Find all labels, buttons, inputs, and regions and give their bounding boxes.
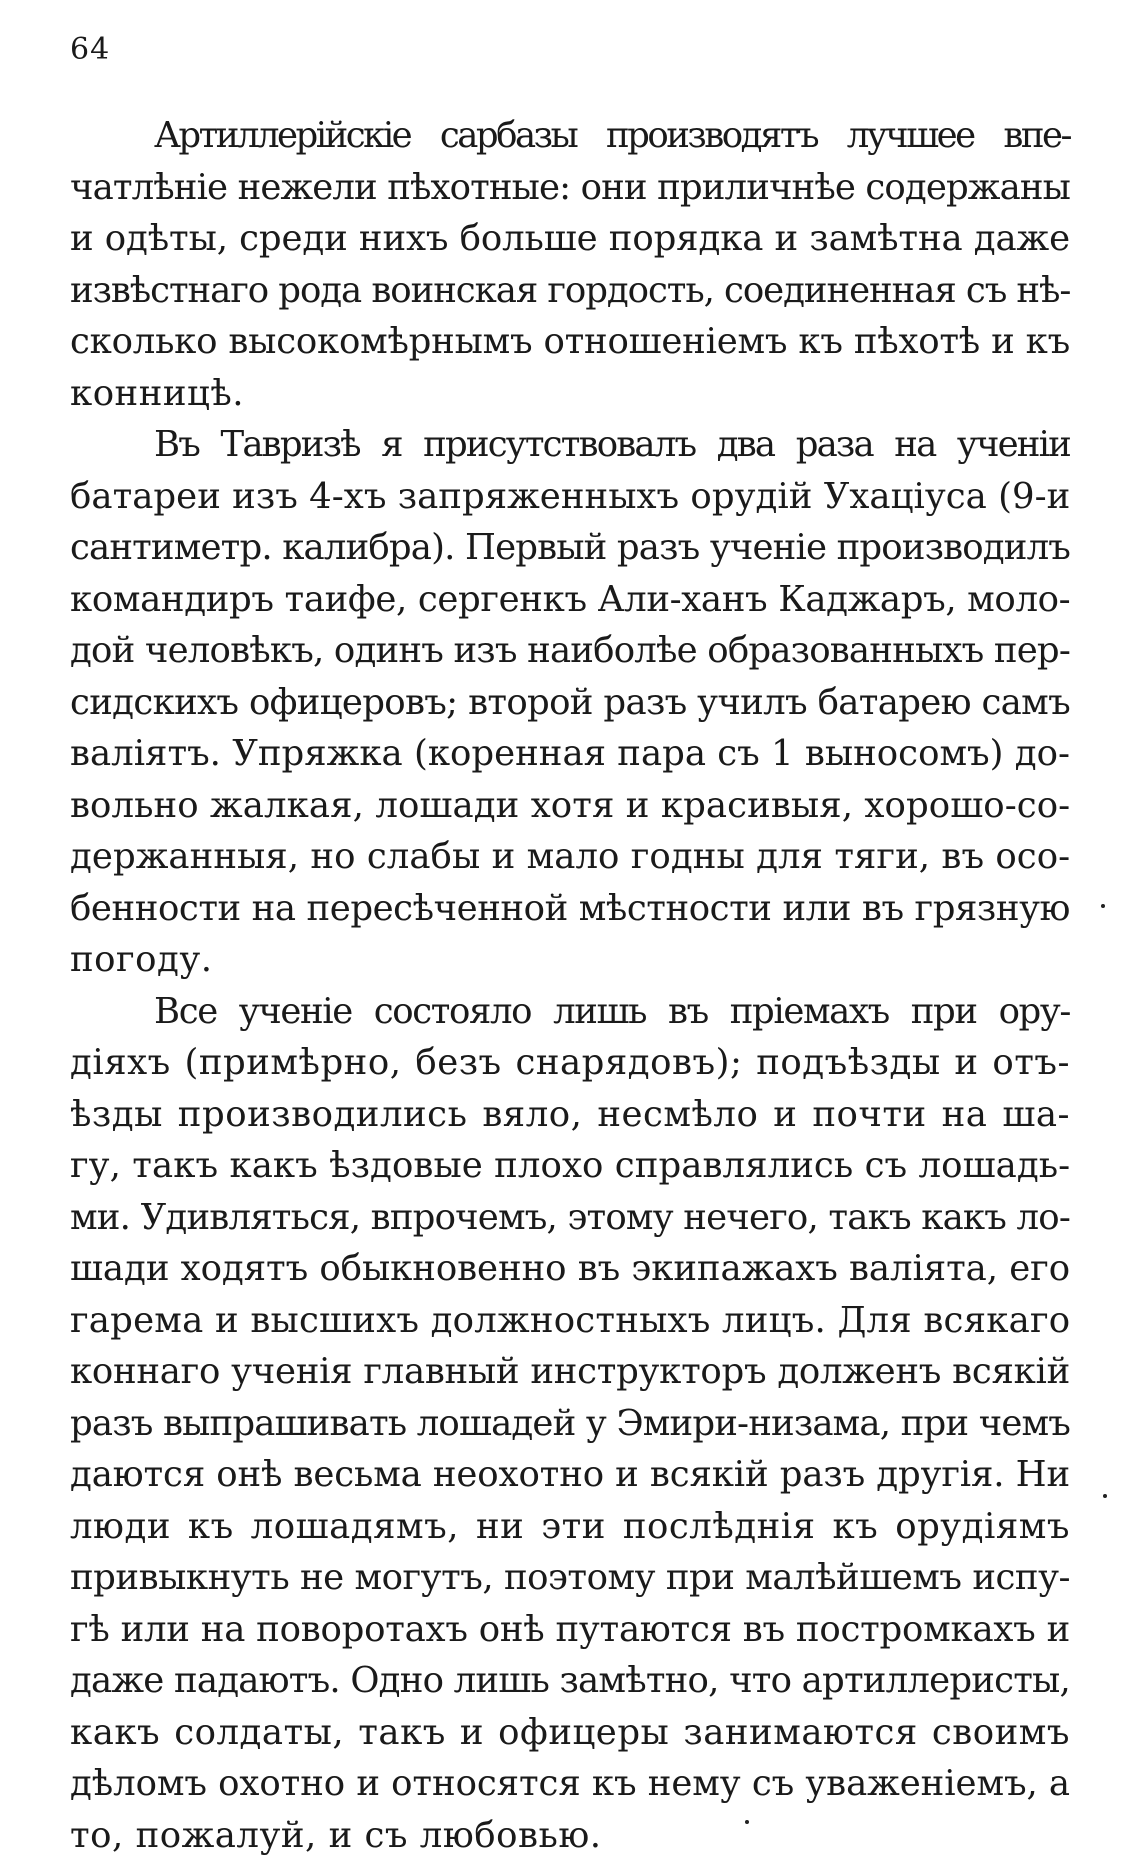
text-line: сколько высокомѣрнымъ отношеніемъ къ пѣхотѣ и къ bbox=[70, 316, 1070, 368]
text-line: батареи изъ 4-хъ запряженныхъ орудій Ухаціуса (9-и bbox=[70, 471, 1070, 523]
paragraph bbox=[70, 110, 1070, 419]
print-speck bbox=[745, 1820, 749, 1824]
print-speck bbox=[1103, 1494, 1107, 1498]
text-line: гарема и высшихъ должностныхъ лицъ. Для всякаго bbox=[70, 1295, 1070, 1347]
text-line: дѣломъ охотно и относятся къ нему съ уваженіемъ, а bbox=[70, 1758, 1070, 1810]
text-line: гѣ или на поворотахъ онѣ путаются въ постромкахъ и bbox=[70, 1604, 1070, 1656]
text-line: конницѣ. bbox=[70, 368, 1070, 420]
text-line: коннаго ученія главный инструкторъ долженъ всякій bbox=[70, 1346, 1070, 1398]
text-line: дой человѣкъ, одинъ изъ наиболѣе образованныхъ пер- bbox=[70, 625, 1070, 677]
print-speck bbox=[1101, 904, 1105, 908]
text-line: вольно жалкая, лошади хотя и красивыя, хорошо-со- bbox=[70, 780, 1070, 832]
text-line: привыкнуть не могутъ, поэтому при малѣйшемъ испу- bbox=[70, 1552, 1070, 1604]
text-line: діяхъ (примѣрно, безъ снарядовъ); подъѣзды и отъ- bbox=[70, 1037, 1070, 1089]
text-line: какъ солдаты, такъ и офицеры занимаются своимъ bbox=[70, 1707, 1070, 1759]
text-line: гу, такъ какъ ѣздовые плохо справлялись съ лошадь- bbox=[70, 1140, 1070, 1192]
paragraph bbox=[70, 419, 1070, 986]
text-line: даже падаютъ. Одно лишь замѣтно, что артиллеристы, bbox=[70, 1655, 1070, 1707]
text-line: валіятъ. Упряжка (коренная пара съ 1 выносомъ) до- bbox=[70, 728, 1070, 780]
text-line: Все ученіе состояло лишь въ пріемахъ при ору- bbox=[70, 986, 1070, 1038]
text-line: люди къ лошадямъ, ни эти послѣднія къ орудіямъ bbox=[70, 1501, 1070, 1553]
paragraph bbox=[70, 986, 1070, 1861]
text-line: ѣзды производились вяло, несмѣло и почти на ша- bbox=[70, 1089, 1070, 1141]
text-line: Въ Тавризѣ я присутствовалъ два раза на ученіи bbox=[70, 419, 1070, 471]
text-line: и одѣты, среди нихъ больше порядка и замѣтна даже bbox=[70, 213, 1070, 265]
text-line: разъ выпрашивать лошадей у Эмири-низама, при чемъ bbox=[70, 1398, 1070, 1450]
text-line: сантиметр. калибра). Первый разъ ученіе производилъ bbox=[70, 522, 1070, 574]
text-line: извѣстнаго рода воинская гордость, соединенная съ нѣ- bbox=[70, 265, 1070, 317]
text-line: сидскихъ офицеровъ; второй разъ училъ батарею самъ bbox=[70, 677, 1070, 729]
text-line: даются онѣ весьма неохотно и всякій разъ другія. Ни bbox=[70, 1449, 1070, 1501]
text-line: держанныя, но слабы и мало годны для тяги, въ осо- bbox=[70, 831, 1070, 883]
text-line: ми. Удивляться, впрочемъ, этому нечего, такъ какъ ло- bbox=[70, 1192, 1070, 1244]
text-line: бенности на пересѣченной мѣстности или въ грязную bbox=[70, 883, 1070, 935]
text-line: то, пожалуй, и съ любовью. bbox=[70, 1810, 1070, 1861]
text-line: шади ходятъ обыкновенно въ экипажахъ валіята, его bbox=[70, 1243, 1070, 1295]
text-line: погоду. bbox=[70, 934, 1070, 986]
text-line: командиръ таифе, сергенкъ Али-ханъ Каджаръ, моло- bbox=[70, 574, 1070, 626]
text-line: чатлѣніе нежели пѣхотные: они приличнѣе содержаны bbox=[70, 162, 1070, 214]
text-line: Артиллерійскіе сарбазы производятъ лучшее впе- bbox=[70, 110, 1070, 162]
body-text bbox=[70, 110, 1070, 1861]
page-number: 64 bbox=[70, 30, 110, 70]
